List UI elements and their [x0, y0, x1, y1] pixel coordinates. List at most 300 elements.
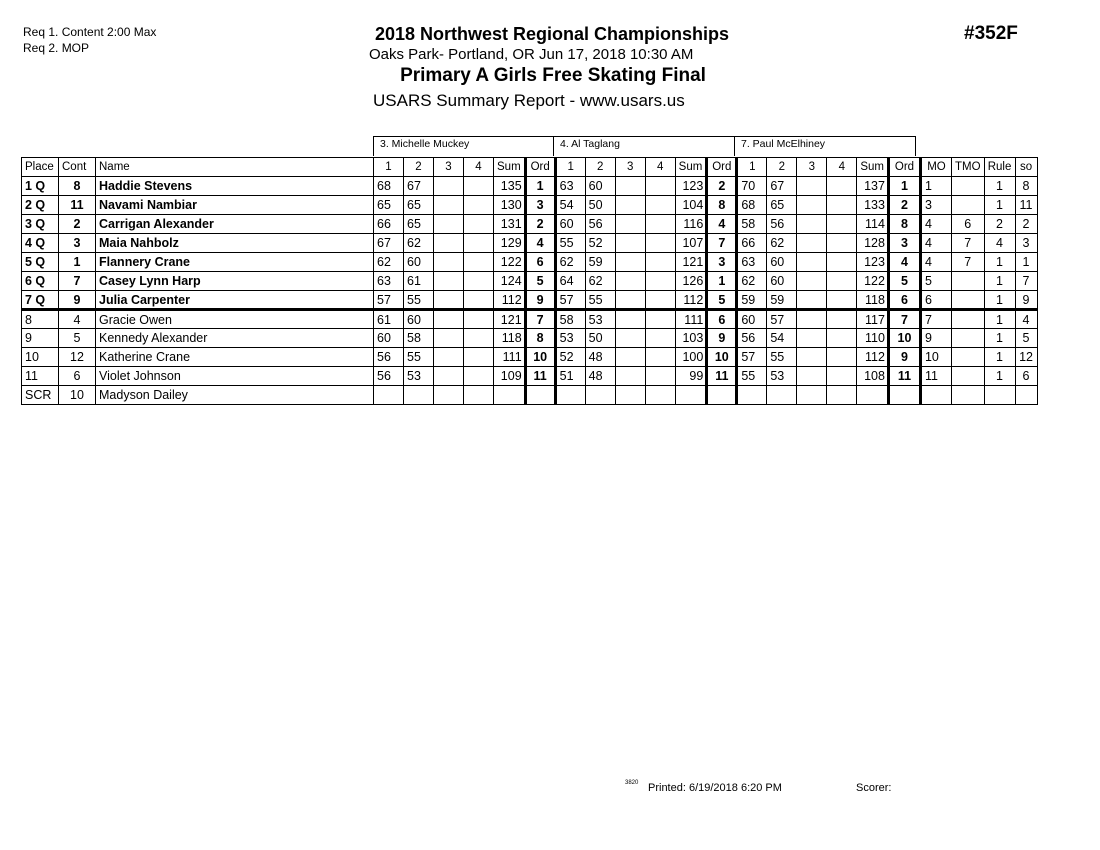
judge-ordinal-cell: 2 [888, 196, 920, 215]
judge-sum-cell: 131 [494, 215, 526, 234]
judge-mark-cell [645, 196, 675, 215]
col-header-ord: Ord [888, 158, 920, 177]
scorer-label: Scorer: [856, 782, 892, 794]
judge-mark-cell: 60 [404, 253, 434, 272]
judge-ordinal-cell: 1 [888, 177, 920, 196]
judge-ordinal-cell: 5 [707, 291, 737, 310]
judge-sum-cell: 135 [494, 177, 526, 196]
judge-mark-cell: 61 [374, 310, 404, 329]
so-cell: 4 [1015, 310, 1037, 329]
judge-sum-cell: 112 [494, 291, 526, 310]
judge-mark-cell [434, 329, 464, 348]
table-row [22, 177, 1038, 196]
judge-ordinal-cell: 10 [525, 348, 555, 367]
judge-mark-cell [615, 272, 645, 291]
contestant-number-cell: 8 [59, 177, 96, 196]
mo-cell: 4 [920, 234, 951, 253]
judge-sum-cell: 126 [675, 272, 707, 291]
tmo-cell [951, 291, 984, 310]
col-header-mark: 4 [827, 158, 857, 177]
judge-sum-cell: 122 [494, 253, 526, 272]
mo-cell: 4 [920, 253, 951, 272]
judge-mark-cell: 64 [555, 272, 585, 291]
judge-mark-cell: 53 [404, 367, 434, 386]
judge-mark-cell: 60 [767, 253, 797, 272]
judge-mark-cell [797, 253, 827, 272]
judge-mark-cell [827, 234, 857, 253]
place-cell: 9 [22, 329, 59, 348]
tmo-cell [951, 272, 984, 291]
judge-mark-cell: 56 [585, 215, 615, 234]
judge-ordinal-cell: 6 [888, 291, 920, 310]
place-cell: 6 Q [22, 272, 59, 291]
judge-mark-cell [434, 386, 464, 405]
judge-mark-cell: 57 [555, 291, 585, 310]
judge-mark-cell [827, 310, 857, 329]
judge-mark-cell [797, 272, 827, 291]
judge-sum-cell: 104 [675, 196, 707, 215]
judge-mark-cell [797, 310, 827, 329]
table-row [22, 386, 1038, 405]
judge-mark-cell [645, 234, 675, 253]
mo-cell: 1 [920, 177, 951, 196]
rule-cell: 1 [984, 291, 1015, 310]
judge-sum-cell: 107 [675, 234, 707, 253]
judge-mark-cell [464, 215, 494, 234]
col-header-sum: Sum [857, 158, 889, 177]
judge-mark-cell: 55 [404, 291, 434, 310]
judge-mark-cell [827, 196, 857, 215]
judge-mark-cell [374, 386, 404, 405]
judge-mark-cell [434, 234, 464, 253]
so-cell: 2 [1015, 215, 1037, 234]
mo-cell: 11 [920, 367, 951, 386]
table-row [22, 215, 1038, 234]
judge-mark-cell [434, 367, 464, 386]
col-header-mark: 3 [615, 158, 645, 177]
tmo-cell [951, 310, 984, 329]
judge-mark-cell: 53 [585, 310, 615, 329]
so-cell: 12 [1015, 348, 1037, 367]
tmo-cell [951, 329, 984, 348]
judge-mark-cell: 52 [585, 234, 615, 253]
table-row [22, 234, 1038, 253]
judge-sum-cell [675, 386, 707, 405]
judge-mark-cell: 58 [555, 310, 585, 329]
judge-ordinal-cell: 6 [525, 253, 555, 272]
col-header-mark: 1 [555, 158, 585, 177]
col-header-rule: Rule [984, 158, 1015, 177]
judge-mark-cell: 67 [374, 234, 404, 253]
judge-mark-cell [797, 348, 827, 367]
table-row [22, 272, 1038, 291]
judge-mark-cell [645, 215, 675, 234]
judge-sum-cell: 111 [675, 310, 707, 329]
judge-mark-cell [464, 177, 494, 196]
judge-sum-cell: 121 [494, 310, 526, 329]
judge-mark-cell: 66 [737, 234, 767, 253]
judge-ordinal-cell: 3 [888, 234, 920, 253]
judge-mark-cell [464, 367, 494, 386]
judge-sum-cell: 130 [494, 196, 526, 215]
judge-mark-cell [797, 196, 827, 215]
skater-name-cell: Kennedy Alexander [96, 329, 374, 348]
judge-mark-cell: 54 [767, 329, 797, 348]
judge-mark-cell [434, 215, 464, 234]
judge-mark-cell: 65 [767, 196, 797, 215]
judge-mark-cell [615, 291, 645, 310]
judge-sum-cell: 112 [857, 348, 889, 367]
judge-mark-cell: 48 [585, 348, 615, 367]
judge-mark-cell [827, 272, 857, 291]
table-header-row [22, 158, 1038, 177]
mo-cell: 10 [920, 348, 951, 367]
judge-mark-cell [645, 253, 675, 272]
place-cell: 5 Q [22, 253, 59, 272]
judge-mark-cell: 62 [404, 234, 434, 253]
rule-cell: 1 [984, 310, 1015, 329]
judge-mark-cell: 62 [767, 234, 797, 253]
so-cell: 5 [1015, 329, 1037, 348]
judge-mark-cell: 57 [374, 291, 404, 310]
contestant-number-cell: 5 [59, 329, 96, 348]
judge-mark-cell [615, 348, 645, 367]
judge-sum-cell: 117 [857, 310, 889, 329]
place-cell: SCR [22, 386, 59, 405]
judge-ordinal-cell: 9 [707, 329, 737, 348]
judge-ordinal-cell: 11 [707, 367, 737, 386]
tmo-cell: 7 [951, 234, 984, 253]
judge-ordinal-cell: 5 [525, 272, 555, 291]
skater-name-cell: Violet Johnson [96, 367, 374, 386]
rule-cell: 1 [984, 367, 1015, 386]
judge-mark-cell: 70 [737, 177, 767, 196]
judge-ordinal-cell: 1 [707, 272, 737, 291]
col-header-ord: Ord [525, 158, 555, 177]
contestant-number-cell: 1 [59, 253, 96, 272]
judge-header-2: 4. Al Taglang [553, 136, 735, 156]
judge-ordinal-cell [525, 386, 555, 405]
table-row [22, 329, 1038, 348]
judge-mark-cell [434, 291, 464, 310]
judge-mark-cell: 63 [555, 177, 585, 196]
col-header-mark: 3 [797, 158, 827, 177]
judge-sum-cell: 110 [857, 329, 889, 348]
judge-ordinal-cell: 5 [888, 272, 920, 291]
col-header-mark: 3 [434, 158, 464, 177]
judge-sum-cell: 99 [675, 367, 707, 386]
col-header-place: Place [22, 158, 59, 177]
judge-mark-cell: 55 [737, 367, 767, 386]
judge-mark-cell [827, 329, 857, 348]
skater-name-cell: Gracie Owen [96, 310, 374, 329]
judge-mark-cell: 60 [404, 310, 434, 329]
col-header-mark: 4 [464, 158, 494, 177]
judge-mark-cell [464, 386, 494, 405]
judge-ordinal-cell: 7 [888, 310, 920, 329]
judge-ordinal-cell: 7 [707, 234, 737, 253]
judge-ordinal-cell [707, 386, 737, 405]
judge-header-1: 3. Michelle Muckey [373, 136, 554, 156]
contestant-number-cell: 6 [59, 367, 96, 386]
judge-mark-cell: 62 [585, 272, 615, 291]
judge-sum-cell: 137 [857, 177, 889, 196]
judge-ordinal-cell: 4 [525, 234, 555, 253]
judge-sum-cell: 123 [857, 253, 889, 272]
judge-mark-cell [737, 386, 767, 405]
judge-mark-cell: 53 [767, 367, 797, 386]
col-header-mark: 1 [374, 158, 404, 177]
table-row [22, 310, 1038, 329]
judge-mark-cell: 65 [374, 196, 404, 215]
col-header-tmo: TMO [951, 158, 984, 177]
report-code: 3820 [625, 780, 639, 786]
col-header-mark: 1 [737, 158, 767, 177]
judge-sum-cell: 129 [494, 234, 526, 253]
judge-mark-cell [797, 215, 827, 234]
judge-mark-cell [797, 329, 827, 348]
judge-ordinal-cell: 8 [888, 215, 920, 234]
judge-mark-cell [797, 291, 827, 310]
judge-mark-cell: 54 [555, 196, 585, 215]
judge-mark-cell [464, 272, 494, 291]
rule-cell: 1 [984, 196, 1015, 215]
table-row [22, 348, 1038, 367]
judge-sum-cell: 124 [494, 272, 526, 291]
table-row [22, 367, 1038, 386]
place-cell: 11 [22, 367, 59, 386]
judge-mark-cell: 55 [585, 291, 615, 310]
judge-mark-cell [827, 386, 857, 405]
rule-cell: 1 [984, 329, 1015, 348]
judge-mark-cell: 63 [374, 272, 404, 291]
judge-mark-cell: 52 [555, 348, 585, 367]
place-cell: 8 [22, 310, 59, 329]
judge-mark-cell [434, 196, 464, 215]
tmo-cell [951, 367, 984, 386]
col-header-so: so [1015, 158, 1037, 177]
judge-sum-cell: 121 [675, 253, 707, 272]
judge-mark-cell [555, 386, 585, 405]
so-cell: 7 [1015, 272, 1037, 291]
judge-ordinal-cell: 11 [525, 367, 555, 386]
skater-name-cell: Madyson Dailey [96, 386, 374, 405]
col-header-mark: 2 [404, 158, 434, 177]
competition-title: 2018 Northwest Regional Championships [374, 24, 730, 44]
judge-mark-cell: 60 [767, 272, 797, 291]
mo-cell: 6 [920, 291, 951, 310]
judge-mark-cell [615, 386, 645, 405]
judge-sum-cell: 122 [857, 272, 889, 291]
judge-mark-cell: 63 [737, 253, 767, 272]
judge-mark-cell [434, 348, 464, 367]
tmo-cell: 6 [951, 215, 984, 234]
judge-mark-cell [645, 367, 675, 386]
mo-cell [920, 386, 951, 405]
judge-mark-cell: 56 [374, 367, 404, 386]
col-header-ord: Ord [707, 158, 737, 177]
judge-ordinal-cell: 1 [525, 177, 555, 196]
judge-header-3: 7. Paul McElhiney [734, 136, 916, 156]
judge-mark-cell [464, 291, 494, 310]
judge-mark-cell: 57 [767, 310, 797, 329]
tmo-cell: 7 [951, 253, 984, 272]
judge-mark-cell [404, 386, 434, 405]
judge-mark-cell [615, 329, 645, 348]
so-cell: 3 [1015, 234, 1037, 253]
judge-mark-cell [615, 234, 645, 253]
rule-cell: 1 [984, 253, 1015, 272]
skater-name-cell: Casey Lynn Harp [96, 272, 374, 291]
rule-cell: 4 [984, 234, 1015, 253]
judge-mark-cell [645, 272, 675, 291]
col-header-name: Name [96, 158, 374, 177]
judge-mark-cell: 50 [585, 329, 615, 348]
judge-ordinal-cell: 4 [707, 215, 737, 234]
contestant-number-cell: 9 [59, 291, 96, 310]
judge-sum-cell: 103 [675, 329, 707, 348]
judge-mark-cell: 53 [555, 329, 585, 348]
so-cell: 11 [1015, 196, 1037, 215]
judge-mark-cell [645, 177, 675, 196]
judge-sum-cell: 116 [675, 215, 707, 234]
contestant-number-cell: 10 [59, 386, 96, 405]
judge-sum-cell: 108 [857, 367, 889, 386]
col-header-mark: 2 [767, 158, 797, 177]
judge-mark-cell [645, 310, 675, 329]
place-cell: 10 [22, 348, 59, 367]
skater-name-cell: Julia Carpenter [96, 291, 374, 310]
judge-mark-cell [464, 348, 494, 367]
judge-mark-cell: 67 [767, 177, 797, 196]
printed-timestamp: Printed: 6/19/2018 6:20 PM [648, 782, 782, 794]
judge-mark-cell [797, 177, 827, 196]
contestant-number-cell: 2 [59, 215, 96, 234]
contestant-number-cell: 7 [59, 272, 96, 291]
place-cell: 3 Q [22, 215, 59, 234]
requirement-1: Req 1. Content 2:00 Max [23, 25, 157, 39]
judge-mark-cell [645, 291, 675, 310]
judge-mark-cell [615, 310, 645, 329]
judge-sum-cell: 112 [675, 291, 707, 310]
judge-mark-cell: 65 [404, 196, 434, 215]
results-table [21, 157, 1038, 405]
judge-mark-cell [797, 367, 827, 386]
judge-mark-cell: 60 [737, 310, 767, 329]
mo-cell: 9 [920, 329, 951, 348]
judge-ordinal-cell: 2 [707, 177, 737, 196]
judge-ordinal-cell: 4 [888, 253, 920, 272]
judge-mark-cell [434, 310, 464, 329]
judge-mark-cell [615, 253, 645, 272]
judge-mark-cell: 56 [374, 348, 404, 367]
judge-mark-cell: 65 [404, 215, 434, 234]
requirement-2: Req 2. MOP [23, 41, 90, 55]
judge-ordinal-cell: 2 [525, 215, 555, 234]
skater-name-cell: Maia Nahbolz [96, 234, 374, 253]
rule-cell: 2 [984, 215, 1015, 234]
judge-mark-cell [615, 215, 645, 234]
judge-mark-cell: 57 [737, 348, 767, 367]
contestant-number-cell: 12 [59, 348, 96, 367]
rule-cell [984, 386, 1015, 405]
judge-mark-cell: 60 [374, 329, 404, 348]
judge-sum-cell: 114 [857, 215, 889, 234]
judge-mark-cell: 59 [585, 253, 615, 272]
judge-mark-cell [827, 253, 857, 272]
judge-sum-cell: 118 [857, 291, 889, 310]
judge-ordinal-cell: 3 [707, 253, 737, 272]
place-cell: 4 Q [22, 234, 59, 253]
judge-mark-cell: 62 [737, 272, 767, 291]
place-cell: 2 Q [22, 196, 59, 215]
skater-name-cell: Katherine Crane [96, 348, 374, 367]
contestant-number-cell: 11 [59, 196, 96, 215]
judge-mark-cell: 68 [374, 177, 404, 196]
judge-mark-cell [464, 253, 494, 272]
judge-sum-cell: 123 [675, 177, 707, 196]
judge-mark-cell [464, 310, 494, 329]
skater-name-cell: Navami Nambiar [96, 196, 374, 215]
col-header-sum: Sum [494, 158, 526, 177]
judge-mark-cell: 62 [555, 253, 585, 272]
judge-sum-cell: 128 [857, 234, 889, 253]
contestant-number-cell: 4 [59, 310, 96, 329]
judge-ordinal-cell: 10 [888, 329, 920, 348]
judge-mark-cell: 58 [737, 215, 767, 234]
judge-mark-cell: 56 [767, 215, 797, 234]
so-cell: 1 [1015, 253, 1037, 272]
judge-mark-cell [464, 329, 494, 348]
judge-sum-cell: 118 [494, 329, 526, 348]
so-cell: 8 [1015, 177, 1037, 196]
judge-ordinal-cell [888, 386, 920, 405]
judge-mark-cell: 59 [767, 291, 797, 310]
col-header-cont: Cont [59, 158, 96, 177]
judge-mark-cell: 58 [404, 329, 434, 348]
report-title: USARS Summary Report - www.usars.us [373, 91, 685, 110]
tmo-cell [951, 386, 984, 405]
judge-ordinal-cell: 10 [707, 348, 737, 367]
judge-mark-cell [434, 177, 464, 196]
judge-mark-cell [615, 177, 645, 196]
judge-mark-cell [464, 234, 494, 253]
judge-mark-cell: 55 [555, 234, 585, 253]
judge-mark-cell [434, 272, 464, 291]
judge-mark-cell: 62 [374, 253, 404, 272]
event-name: Primary A Girls Free Skating Final [400, 65, 706, 86]
rule-cell: 1 [984, 177, 1015, 196]
judge-mark-cell [827, 215, 857, 234]
mo-cell: 4 [920, 215, 951, 234]
judge-mark-cell: 59 [737, 291, 767, 310]
judge-ordinal-cell: 3 [525, 196, 555, 215]
judge-ordinal-cell: 6 [707, 310, 737, 329]
judge-mark-cell [797, 234, 827, 253]
judge-mark-cell: 67 [404, 177, 434, 196]
judge-mark-cell [827, 291, 857, 310]
rule-cell: 1 [984, 272, 1015, 291]
table-row [22, 253, 1038, 272]
judge-mark-cell: 68 [737, 196, 767, 215]
judge-mark-cell: 51 [555, 367, 585, 386]
judge-sum-cell: 109 [494, 367, 526, 386]
judge-mark-cell [827, 177, 857, 196]
judge-mark-cell: 55 [404, 348, 434, 367]
col-header-mo: MO [920, 158, 951, 177]
judge-mark-cell: 50 [585, 196, 615, 215]
event-number: #352F [964, 23, 1018, 44]
